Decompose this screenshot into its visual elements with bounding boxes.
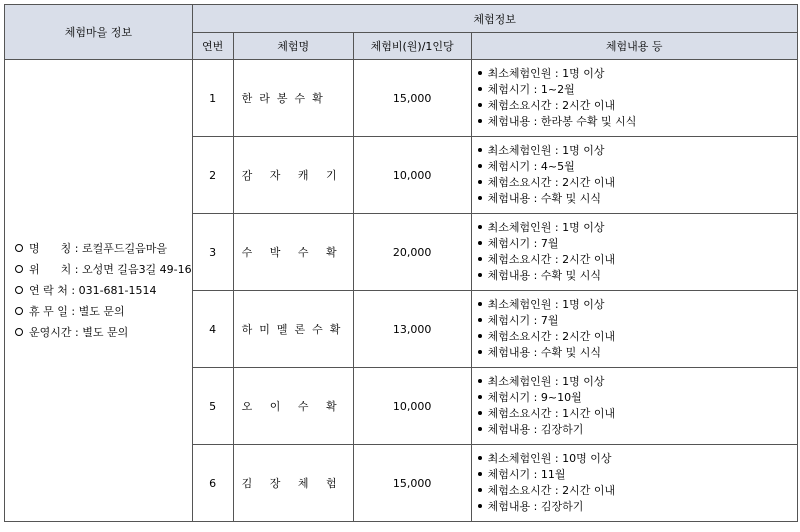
experience-info-header: 체험정보	[192, 5, 797, 33]
row-number: 6	[192, 445, 233, 522]
detail-line	[478, 159, 797, 175]
circle-bullet-icon	[15, 307, 23, 315]
village-info-label: 명 칭	[29, 242, 72, 255]
row-number: 4	[192, 291, 233, 368]
experience-name: 오 이 수 확	[241, 400, 337, 413]
bullet-dot-icon	[478, 395, 482, 399]
detail-text: 체험내용 : 수확 및 시식	[487, 346, 601, 359]
village-info-label: 위 치	[29, 263, 72, 276]
experience-fee: 20,000	[353, 214, 471, 291]
bullet-dot-icon	[478, 273, 482, 277]
bullet-dot-icon	[478, 504, 482, 508]
bullet-dot-icon	[478, 180, 482, 184]
experience-details-cell	[471, 291, 797, 368]
detail-text: 체험시기 : 11월	[487, 468, 566, 481]
village-info-line: 명 칭 : 로컬푸드길음마을	[15, 238, 192, 259]
experience-name-cell	[233, 445, 353, 522]
detail-text: 체험내용 : 김장하기	[487, 500, 584, 513]
detail-line	[478, 252, 797, 268]
village-info-value: 031-681-1514	[78, 284, 157, 297]
name-column-header: 체험명	[233, 33, 353, 60]
detail-line	[478, 236, 797, 252]
bullet-dot-icon	[478, 411, 482, 415]
experience-details-cell	[471, 60, 797, 137]
detail-line	[478, 268, 797, 284]
village-info-label: 운영시간	[29, 326, 72, 339]
bullet-dot-icon	[478, 196, 482, 200]
village-info-value: 별도 문의	[82, 326, 129, 339]
experience-fee: 15,000	[353, 60, 471, 137]
detail-text: 체험시기 : 9~10월	[487, 391, 582, 404]
content-column-header: 체험내용 등	[471, 33, 797, 60]
detail-line	[478, 406, 797, 422]
experience-name: 감 자 캐 기	[241, 169, 337, 182]
experience-name-cell	[233, 291, 353, 368]
experience-name-cell	[233, 368, 353, 445]
village-info-label: 휴 무 일	[29, 305, 68, 318]
bullet-dot-icon	[478, 87, 482, 91]
bullet-dot-icon	[478, 164, 482, 168]
detail-line	[478, 329, 797, 345]
detail-line	[478, 66, 797, 82]
no-column-header: 연번	[192, 33, 233, 60]
village-info-value: 오성면 길음3길 49-16	[81, 263, 192, 276]
detail-text: 체험시기 : 4~5월	[487, 160, 575, 173]
detail-line	[478, 390, 797, 406]
bullet-dot-icon	[478, 379, 482, 383]
bullet-dot-icon	[478, 472, 482, 476]
village-info-value: 로컬푸드길음마을	[81, 242, 167, 255]
experience-details-cell	[471, 445, 797, 522]
experience-fee: 13,000	[353, 291, 471, 368]
row-number: 1	[192, 60, 233, 137]
village-info-line: 연 락 처 : 031-681-1514	[15, 280, 192, 301]
detail-line	[478, 143, 797, 159]
bullet-dot-icon	[478, 148, 482, 152]
table-row	[5, 60, 798, 137]
detail-text: 체험내용 : 수확 및 시식	[487, 192, 601, 205]
circle-bullet-icon	[15, 265, 23, 273]
circle-bullet-icon	[15, 244, 23, 252]
experience-name-cell	[233, 214, 353, 291]
village-info-value: 별도 문의	[78, 305, 125, 318]
detail-text: 최소체험인원 : 1명 이상	[487, 221, 605, 234]
detail-line	[478, 82, 797, 98]
bullet-dot-icon	[478, 334, 482, 338]
detail-text: 체험소요시간 : 2시간 이내	[487, 99, 616, 112]
bullet-dot-icon	[478, 427, 482, 431]
detail-text: 최소체험인원 : 1명 이상	[487, 375, 605, 388]
experience-details-cell	[471, 214, 797, 291]
experience-name: 한 라 봉 수 확	[241, 92, 323, 105]
row-number: 3	[192, 214, 233, 291]
bullet-dot-icon	[478, 456, 482, 460]
detail-line	[478, 451, 797, 467]
detail-text: 체험소요시간 : 2시간 이내	[487, 330, 616, 343]
detail-text: 체험시기 : 7월	[487, 237, 559, 250]
bullet-dot-icon	[478, 241, 482, 245]
detail-text: 최소체험인원 : 10명 이상	[487, 452, 612, 465]
experience-name-cell	[233, 60, 353, 137]
circle-bullet-icon	[15, 286, 23, 294]
detail-line	[478, 483, 797, 499]
detail-line	[478, 220, 797, 236]
detail-text: 체험시기 : 7월	[487, 314, 559, 327]
bullet-dot-icon	[478, 119, 482, 123]
detail-line	[478, 191, 797, 207]
bullet-dot-icon	[478, 225, 482, 229]
row-number: 5	[192, 368, 233, 445]
detail-text: 체험소요시간 : 2시간 이내	[487, 253, 616, 266]
bullet-dot-icon	[478, 103, 482, 107]
bullet-dot-icon	[478, 318, 482, 322]
detail-text: 체험내용 : 한라봉 수확 및 시식	[487, 115, 637, 128]
detail-line	[478, 313, 797, 329]
detail-line	[478, 422, 797, 438]
detail-text: 체험내용 : 김장하기	[487, 423, 584, 436]
detail-text: 체험내용 : 수확 및 시식	[487, 269, 601, 282]
experience-name: 김 장 체 험	[241, 477, 337, 490]
experience-name: 수 박 수 확	[241, 246, 337, 259]
village-info-line: 위 치 : 오성면 길음3길 49-16	[15, 259, 192, 280]
bullet-dot-icon	[478, 302, 482, 306]
fee-column-header: 체험비(원)/1인당	[353, 33, 471, 60]
circle-bullet-icon	[15, 328, 23, 336]
bullet-dot-icon	[478, 350, 482, 354]
detail-line	[478, 175, 797, 191]
village-info-header: 체험마을 정보	[5, 5, 193, 60]
row-number: 2	[192, 137, 233, 214]
detail-text: 최소체험인원 : 1명 이상	[487, 298, 605, 311]
experience-name: 하 미 멜 론 수 확	[241, 323, 341, 336]
detail-text: 체험소요시간 : 1시간 이내	[487, 407, 616, 420]
detail-line	[478, 297, 797, 313]
detail-line	[478, 499, 797, 515]
bullet-dot-icon	[478, 71, 482, 75]
detail-line	[478, 467, 797, 483]
detail-text: 체험소요시간 : 2시간 이내	[487, 484, 616, 497]
experience-table	[4, 4, 798, 522]
experience-details-cell	[471, 137, 797, 214]
experience-fee: 15,000	[353, 445, 471, 522]
experience-table-wrapper	[4, 4, 798, 522]
experience-details-cell	[471, 368, 797, 445]
detail-line	[478, 374, 797, 390]
experience-name-cell	[233, 137, 353, 214]
detail-line	[478, 98, 797, 114]
bullet-dot-icon	[478, 488, 482, 492]
village-info-cell	[5, 60, 193, 522]
detail-text: 체험시기 : 1~2월	[487, 83, 575, 96]
village-info-line: 운영시간 : 별도 문의	[15, 322, 192, 343]
bullet-dot-icon	[478, 257, 482, 261]
detail-line	[478, 114, 797, 130]
detail-text: 최소체험인원 : 1명 이상	[487, 67, 605, 80]
village-info-line: 휴 무 일 : 별도 문의	[15, 301, 192, 322]
experience-fee: 10,000	[353, 137, 471, 214]
detail-text: 최소체험인원 : 1명 이상	[487, 144, 605, 157]
village-info-label: 연 락 처	[29, 284, 68, 297]
experience-fee: 10,000	[353, 368, 471, 445]
detail-text: 체험소요시간 : 2시간 이내	[487, 176, 616, 189]
detail-line	[478, 345, 797, 361]
